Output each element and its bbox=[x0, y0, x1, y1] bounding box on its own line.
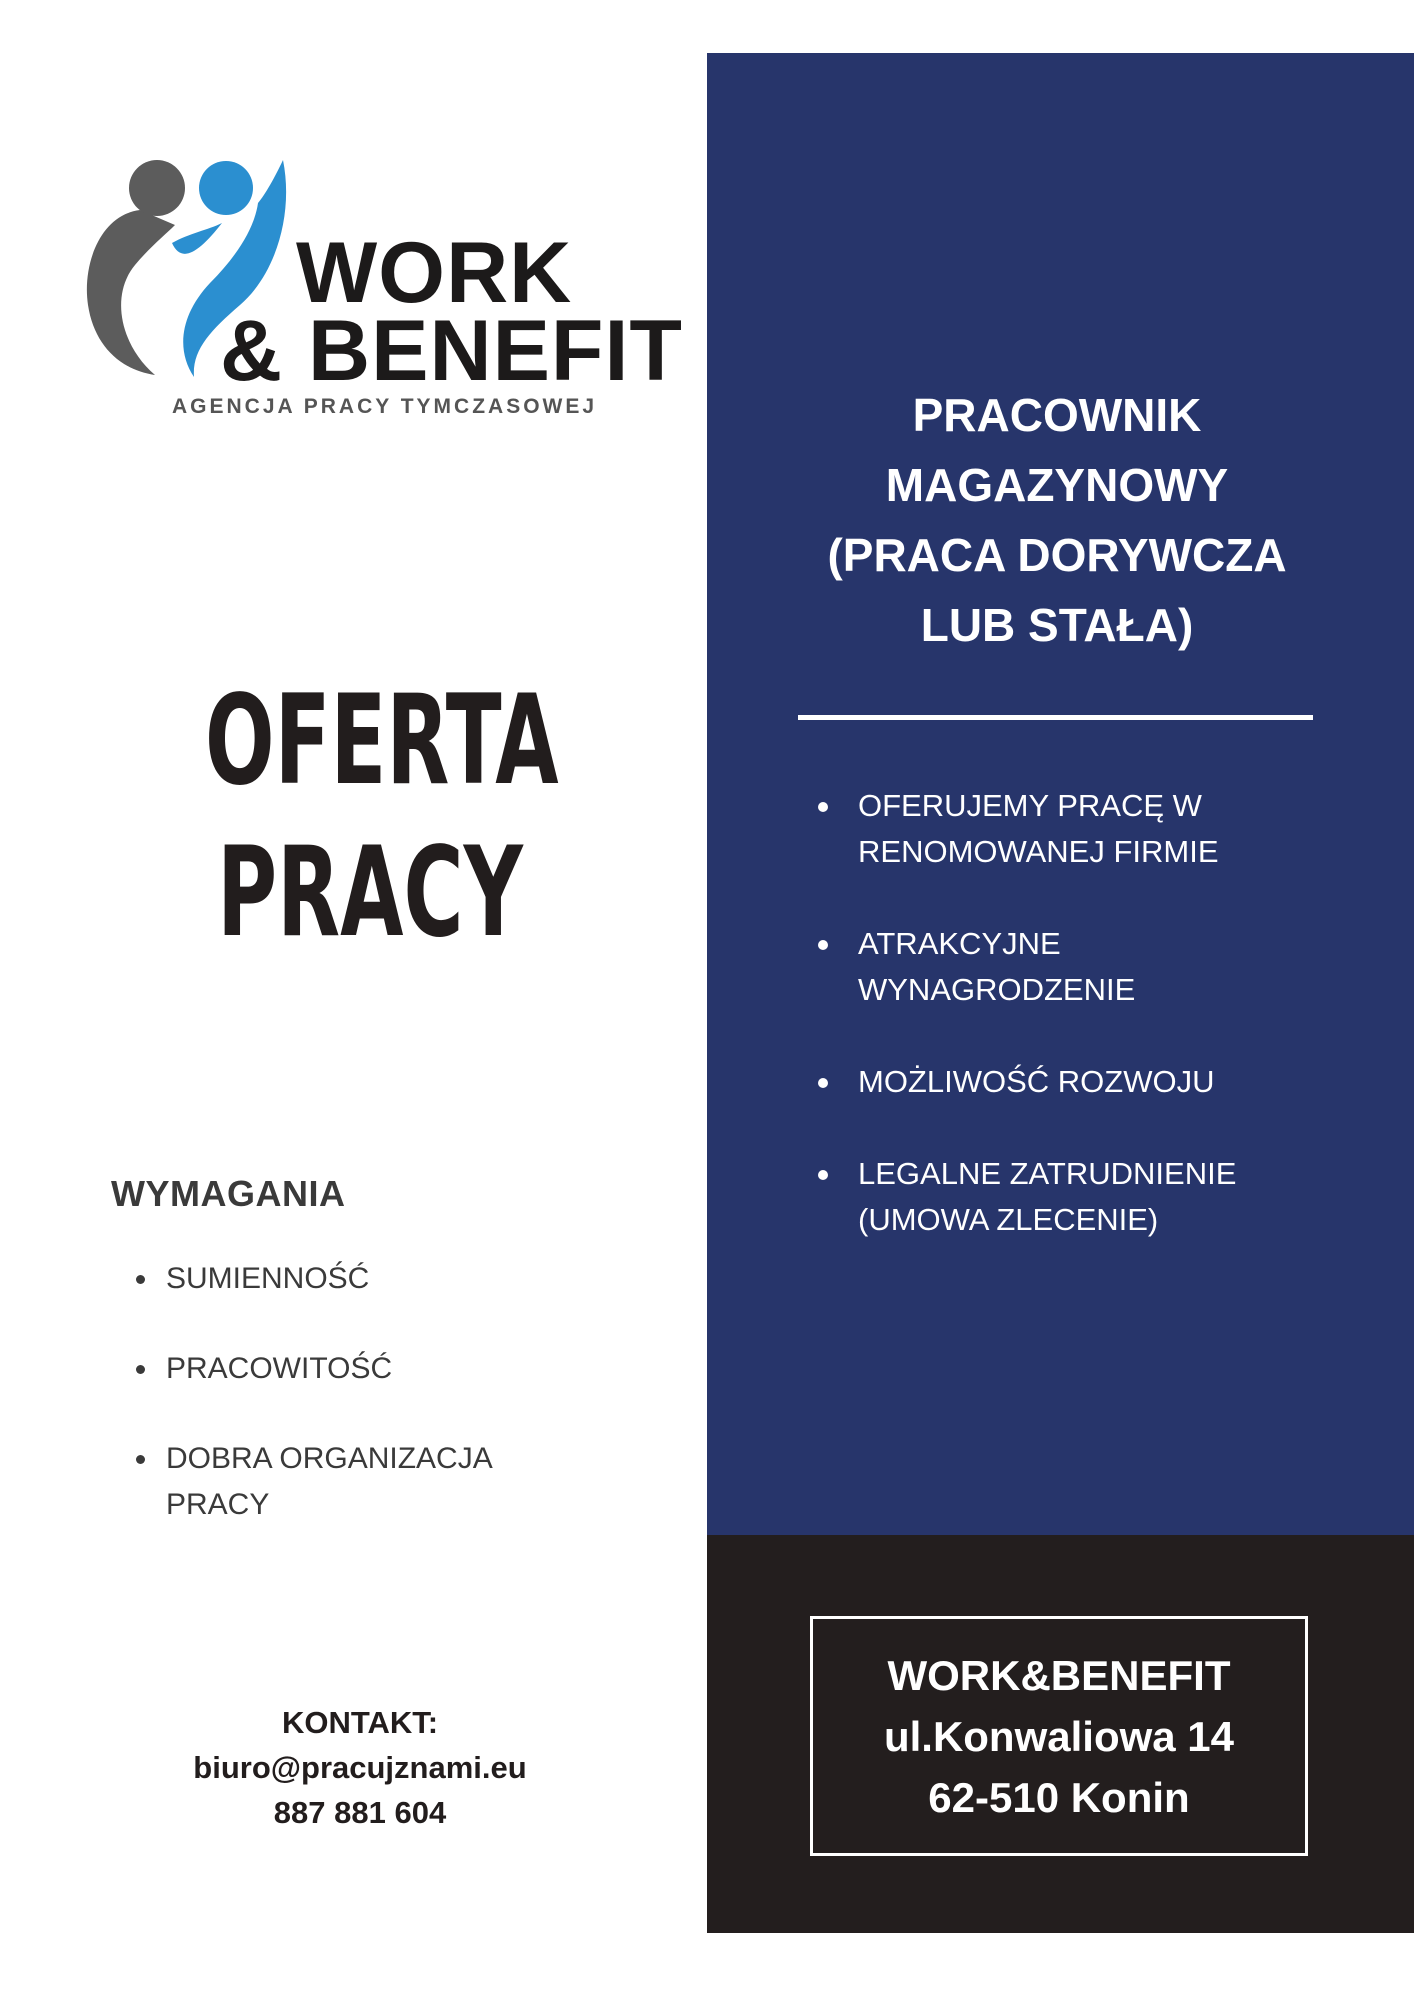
company-logo bbox=[80, 155, 683, 435]
offer-item: MOŻLIWOŚĆ ROZWOJU bbox=[818, 1059, 1338, 1105]
page-title-line1: OFERTA bbox=[205, 669, 559, 813]
offer-item: LEGALNE ZATRUDNIENIE (UMOWA ZLECENIE) bbox=[818, 1151, 1338, 1243]
page-title bbox=[205, 665, 559, 969]
offer-item: OFERUJEMY PRACĘ W RENOMOWANEJ FIRMIE bbox=[818, 783, 1338, 875]
job-title-line: LUB STAŁA) bbox=[920, 599, 1194, 651]
job-title bbox=[707, 380, 1407, 660]
address-city: 62-510 Konin bbox=[928, 1773, 1190, 1821]
address-street: ul.Konwaliowa 14 bbox=[883, 1712, 1235, 1760]
requirement-item: SUMIENNOŚĆ bbox=[136, 1256, 556, 1302]
contact-label: KONTAKT: bbox=[281, 1705, 439, 1740]
logo-wordmark-line2: & BENEFIT bbox=[220, 303, 683, 399]
requirement-item: PRACOWITOŚĆ bbox=[136, 1346, 556, 1392]
contact-block bbox=[120, 1700, 600, 1835]
logo-tagline: AGENCJA PRACY TYMCZASOWEJ bbox=[172, 395, 598, 418]
job-title-line: PRACOWNIK bbox=[912, 389, 1202, 441]
offer-item: ATRAKCYJNE WYNAGRODZENIE bbox=[818, 921, 1338, 1013]
divider bbox=[798, 715, 1313, 720]
job-title-line: (PRACA DORYWCZA bbox=[827, 529, 1287, 581]
requirement-item: DOBRA ORGANIZACJA PRACY bbox=[136, 1436, 556, 1528]
address-company: WORK&BENEFIT bbox=[887, 1651, 1231, 1699]
requirements-heading: WYMAGANIA bbox=[111, 1173, 346, 1214]
contact-phone[interactable]: 887 881 604 bbox=[273, 1795, 447, 1830]
requirements-list bbox=[136, 1256, 556, 1572]
offer-list bbox=[818, 783, 1338, 1289]
page-title-line2: PRACY bbox=[217, 821, 523, 965]
contact-email[interactable]: biuro@pracujznami.eu bbox=[193, 1750, 527, 1785]
job-title-line: MAGAZYNOWY bbox=[885, 459, 1229, 511]
logo-wordmark-line1: WORK bbox=[296, 225, 573, 321]
address-box bbox=[810, 1616, 1308, 1856]
